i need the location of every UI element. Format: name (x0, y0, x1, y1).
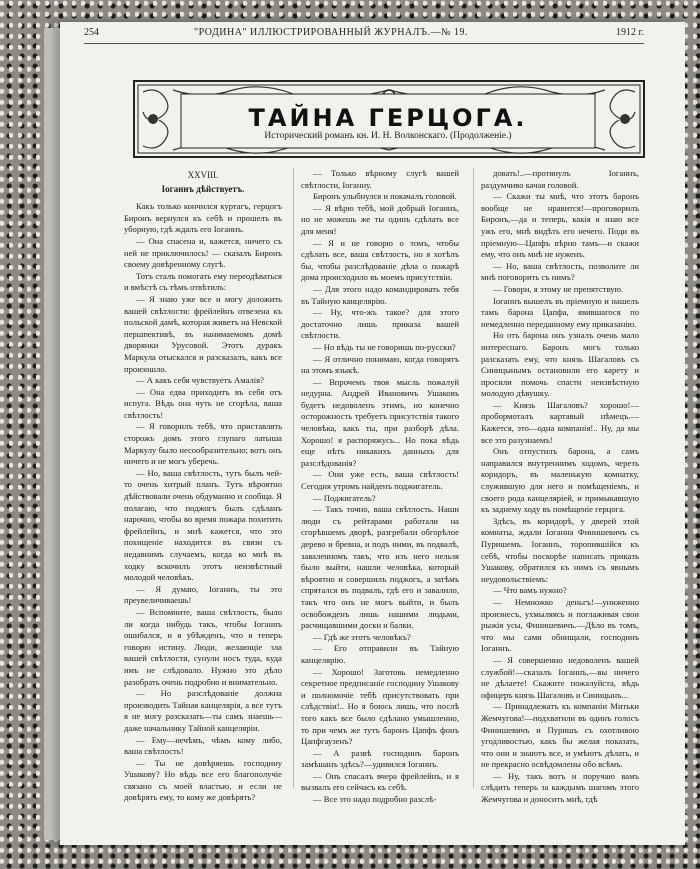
paragraph: Но отъ барона онъ узналъ очень мало интереснаго. Баронъ могъ только разсказать ему, что князь Шагаловъ съ Синицынымъ остановили его карету и просили помочь спасти неизвѣстную молодую дѣвушку. (481, 330, 639, 399)
paragraph: — Я знаю уже все и могу доложить вашей свѣтлости: фрейлейнъ отвезена къ польской дамѣ, которая живетъ на Невской першпективѣ, въ нанимаемомъ домѣ дворянки Урусовой. Этотъ дуракъ Маркула отыскался и разсказалъ, какъ все произошло. (124, 293, 282, 374)
paragraph: — Я говорилъ тебѣ, что приставлять сторожъ домъ этого глупаго латыша Маркулу было несообразительно; вотъ онъ ничего и не могъ уберечь. (124, 421, 282, 467)
story-title: ТАЙНА ГЕРЦОГА. (248, 104, 528, 132)
paragraph: — Я вѣрю тебѣ, мой добрый Іоганнъ, но не можешь же ты одинъ сдѣлать все для меня! (301, 202, 459, 236)
paragraph: — Но, ваша свѣтлость, тутъ былъ чей-то очень хитрый планъ. Тутъ вѣроятно дѣйствовали очень обдуманно и сообща. Я полагаю, что поджогъ былъ сдѣланъ нарочно, чтобы во время пожара похитить фрейлейнъ, и мнѣ кажется, что это похищеніе находится въ связи съ недавнимъ случаемъ, когда ко мнѣ въ ходку вскочилъ этотъ неизвѣстный молодой человѣкъ. (124, 467, 282, 583)
paragraph: — Все это надо подробно разслѣ- (313, 794, 437, 805)
paragraph: — Она едва приходитъ въ себя отъ испуга. Вѣдь она чуть не сгорѣла, ваша свѣтлость! (124, 386, 282, 420)
paragraph: — Впрочемъ твоя мысль пожалуй недурна. Андрей Ивановичъ Ушаковъ будетъ недоволенъ этимъ, но конечно осторожность требуетъ присутствія такого человѣка, какъ ты, при разборѣ дѣла. Хорошо! я распоряжусь... Но пока вѣдь еще нѣтъ никакихъ данныхъ для разслѣдованія? (301, 376, 459, 468)
paragraph: — Для этого надо командировать тебя въ Тайную канцелярію. (301, 283, 459, 306)
paragraph: Онъ отпустилъ барона, а самъ направился внутреннимъ ходомъ, черезъ коридоръ, въ маленькую комнатку, служившую для него и помѣщеніемъ, и своего рода канцеляріей, и примыкавшую къ заднему ходу въ помѣщеніе герцога. (481, 446, 639, 515)
paragraph: — Я думаю, Іоганнъ, ты это преувеличиваешь! (124, 583, 282, 606)
paragraph: Тотъ сталъ помогать ему переодѣваться и вмѣстѣ съ тѣмъ отвѣтилъ: (124, 270, 282, 293)
paragraph: — Я совершенно недоволенъ вашей службой!—сказалъ Іоганнъ,—вы ничего не дѣлаете! Скажите пожалуйста, вѣдь офицеръ князь Шагаловъ и Синицынъ... (481, 654, 639, 700)
paragraph: — Немножко деньгъ!—униженно произнесъ, ухмыляясь и поглаживая свои рыжія усы, Финишевичъ.—Дѣло въ томъ, что мы сами обнищали, господинъ Іоганнъ. (481, 596, 639, 654)
paragraph: — Они уже есть, ваша свѣтлость! Сегодня утромъ найденъ поджигатель. (301, 469, 459, 492)
paragraph: — Вспомните, ваша свѣтлость, было ли когда нибудь такъ, чтобы Іоганнъ ошибался, и я убѣжденъ, что я теперь говорю истину. Люди, желающіе зла вашей свѣтлости, сунули носъ туда, куда имъ не слѣдовало. Нужно это дѣло разобрать очень подробно и внимательно. (124, 606, 282, 687)
paragraph: — Ты не довѣряешь господину Ушакову? Но вѣдь все его благополучіе связано съ моей властью, и если не довѣрять ему, то кому же довѣрять? (124, 757, 282, 803)
paragraph: — Только вѣрному слугѣ вашей свѣтлости, Іоганну. (301, 168, 459, 190)
paragraph: — А развѣ господинъ баронъ замѣшанъ здѣсь?—удивился Іоганнъ. (301, 747, 459, 770)
text-column-3 (481, 168, 639, 806)
paragraph: — Ну, такъ вотъ и поручаю вамъ слѣдить теперь за каждымъ шагомъ этого Жемчугова и доносить мнѣ, гдѣ (481, 770, 639, 805)
column-divider (293, 168, 294, 788)
paragraph: — Ну, что-жъ такое? для этого достаточно лишь приказа вашей свѣтлости. (301, 307, 459, 341)
chapter-number: XXVIII. (187, 170, 219, 180)
text-column-1 (124, 168, 282, 804)
paragraph: — Она спасена и, кажется, ничего съ ней не приключилось! — сказалъ Биронъ своему довѣренному слугѣ. (124, 235, 282, 270)
paragraph: — Такъ точно, ваша свѣтлость. Наши люди съ рейтарами работали на сгорѣвшемъ дворѣ, разгребали обгорѣлое дерево и бревна, и подъ ними, въ подвалѣ, заваленномъ такъ, что изъ него нельзя было выйти, нашли человѣка, который вѣроятно и совершилъ поджогъ, а затѣмъ спрятался въ подвалъ, гдѣ его и завалило, такъ что онъ не могъ выйти, и былъ освобожденъ лишь нашими людьми, расчищавшими доски и балки. (301, 504, 459, 631)
column-divider (473, 168, 474, 788)
paragraph: — Я и не говорю о томъ, чтобы сдѣлать все, ваша свѣтлость, но я хотѣлъ бы, чтобы разслѣдованіе дѣла о пожарѣ дома происходило въ моемъ присутствіи. (301, 237, 459, 283)
paragraph: — Скажи ты мнѣ, что этотъ баронъ вообще не нравится!—проговорилъ Биронъ,—да и теперь, какія я знаю все ужъ его, мнѣ видѣть его нечего. Поди въ пріемную—Цапфъ вѣрно тамъ—и скажи ему, что онъ мнѣ не нуженъ. (481, 191, 639, 260)
paragraph: — Ему—нечѣмъ, чѣмъ кому либо, ваша свѣтлость! (124, 734, 282, 757)
paragraph: Биронъ улыбнулся и покачалъ головой. (313, 191, 457, 202)
story-subtitle: Исторический романъ кн. И. Н. Волконскаго. (Продолженіе.) (264, 131, 512, 141)
paragraph: — Что вамъ нужно? (493, 585, 567, 596)
paragraph: — Его отправили въ Тайную канцелярію. (301, 643, 459, 665)
paragraph: — Но вѣдь ты не говоришь по-русски? (313, 341, 456, 352)
paragraph: — Я отлично понимаю, когда говорятъ на этомъ языкѣ. (301, 353, 459, 376)
paragraph: Какъ только кончился куртагъ, герцогъ Биронъ вернулся къ себѣ и прошелъ въ уборную, гдѣ ждалъ его Іоганнъ. (124, 201, 282, 235)
header-rule (84, 43, 644, 44)
text-column-2 (301, 168, 459, 806)
paragraph: — Но разслѣдованіе должна производить Тайная канцелярія, а все тутъ я не могу разсказать—ты самъ знаешь—даже начальнику Тайной канцеляріи. (124, 688, 282, 733)
paragraph: довать!..—протянулъ Іоганнъ, раздумчиво качая головой. (481, 168, 639, 190)
chapter-title: Іоганнъ дѣйствуетъ. (161, 183, 245, 194)
paragraph: Здѣсь, въ коридорѣ, у дверей этой комнаты, ждали Іоганна Финишевичъ съ Пуришемъ. Іоганнъ, торопившійся къ себѣ, чтобы поскорѣе написать приказъ Ушакову, обратился къ нимъ съ явнымъ неудовольствіемъ: (481, 515, 639, 584)
paragraph: — Хорошо! Заготовь немедленно секретное предписаніе господину Ушакову и полномочіе тебѣ присутствовать при слѣдствіи!.. Но я боюсь лишь, что послѣ того какъ все было сдѣлано умышленно, то при чемъ же тутъ баронъ Цапфъ фонъ Цапфгаузенъ? (301, 666, 459, 747)
paragraph: — Гдѣ же этотъ человѣкъ? (313, 631, 411, 642)
running-header (84, 27, 644, 43)
paragraph: — Но, ваша свѣтлость, позволите ли мнѣ поговорить съ нимъ? (481, 260, 639, 283)
paragraph: — Онъ спасалъ вчера фрейлейнъ, и я вызвалъ его сейчасъ къ себѣ. (301, 770, 459, 793)
paragraph: — Говори, я этому не препятствую. (493, 283, 624, 294)
paragraph: — Князь Шагаловъ? хорошо!—пробормоталъ картавый нѣмецъ.—Кажется, это—одна компанія!.. Ну, да мы все это разузнаемъ! (481, 399, 639, 445)
magazine-title: "РОДИНА" ИЛЛЮСТРИРОВАННЫЙ ЖУРНАЛЪ.—№ 19. (194, 27, 469, 38)
page-number: 254 (84, 27, 99, 38)
paragraph: Іоганнъ вышелъ въ пріемную и нашелъ тамъ барона Цапфа, явившагося по немедленно переданному ему приказанію. (481, 295, 639, 329)
paragraph: — Поджигатель? (313, 492, 376, 503)
paragraph: — Принадлежатъ къ компаніи Митьки Жемчугова!—подхватили въ одинъ голосъ Финишевичъ и Пуришъ съ охотливою угодливостью, какъ бы желая показать, что они и знаютъ все, и умѣютъ дѣлать, и не прекрасно освѣдомлены обо всѣмъ. (481, 701, 639, 770)
issue-year: 1912 г. (616, 27, 644, 38)
paragraph: — А какъ себя чувствуетъ Амалія? (136, 375, 264, 386)
